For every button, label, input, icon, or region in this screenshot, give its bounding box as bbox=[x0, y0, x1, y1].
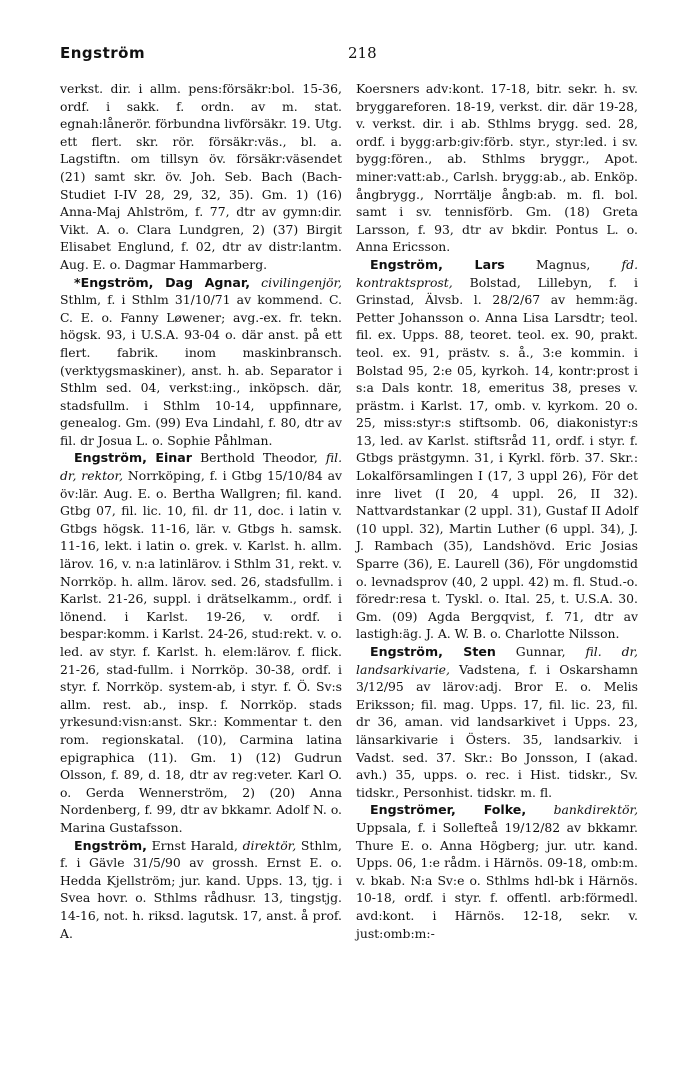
running-head: Engström bbox=[60, 44, 146, 62]
entry-text: Sthlm, f. i Sthlm 31/10/71 av kommend. C. C. E. o. Fanny Løwener; avg.-ex. fr. tekn. högsk. 93, i U.S.A. 93-04 o. där anst. på ett flert. fabrik. inom maskinbransch.(verktygsmaskiner), anst. h. ab. Separator i Sthlm sed. 04, verkst:ing., inköpsch. där, stadsfullm. i Sthlm 10-14, uppfinnare, genealog. Gm. (99) Eva Lindahl, f. 80, dtr av fil. dr Josua L. o. Sophie Påhlman. bbox=[60, 292, 342, 448]
entry-given-names: Ernst Harald, bbox=[146, 837, 238, 853]
entry-dag-agnar-engstrom bbox=[60, 274, 342, 450]
entry-name: Engström, Einar bbox=[74, 450, 192, 466]
entry-name: Engström, bbox=[74, 837, 147, 853]
entry-name: Engström, Sten bbox=[370, 644, 496, 659]
entry-continuation: verkst. dir. i allm. pens:försäkr:bol. 15-36, ordf. i sakk. f. ordn. av m. stat. egnah:lånerör. förbundna livförsäkr. 19. Utg. ett flert. skr. rör. försäkr:väs., bl. a. Lagstiftn. om tillsyn öv. försäkr:väsendet (21) samt skr. öv. Joh. Seb. Bach (Bach-Studiet I-IV 28, 29, 32, 35). Gm. 1) (16) Anna-Maj Ahlström, f. 77, dtr av gymn:dir. Vikt. A. o. Clara Lundgren, 2) (37) Birgit Elisabet Englund, f. 02, dtr av distr:lantm. Aug. E. o. Dagmar Hammarberg. bbox=[60, 81, 342, 272]
entry-title: civilingenjör, bbox=[250, 274, 342, 290]
entry-given-names: Dag Agnar, bbox=[153, 274, 251, 290]
entry-title: fil. dr, rektor, bbox=[60, 450, 343, 484]
entry-text: Bolstad, Lillebyn, f. i Grinstad, Älvsb. l. 28/2/67 av hemm:äg. Petter Johansson o. Anna Lisa Larsdtr; teol. fil. ex. Upps. 88, teoret. teol. ex. 90, prakt. teol. ex. 91, prästv. s. å., 3:e kommin. i Bolstad 95, 2:e 05, kyrkoh. 14, kontr:prost i s:a Dals kontr. 18, emeritus 38, preses v. prästm. i Karlst. 17, omb. v. kyrkom. 20 o. 25, miss:styr:s stiftsomb. 06, diakonistyr:s 13, led. av Karlst. stiftsråd 11, ordf. i styr. f. Gtbgs prästgymn. 31, i Kyrkl. förb. 37. Skr.: Lokalförsamlingen I (17, 3 uppl 26), För det inre livet (I 20, 4 uppl. 26, II 32). Nattvardstankar (2 uppl. 31), Gustaf II Adolf (10 uppl. 32), Martin Luther (6 uppl. 34), J. J. Rambach (35), Landshövd. Eric Josias Sparre (36), E. Laurell (36), För ungdomstid o. levnadsprov (40, 2 uppl. 42) m. fl. Stud.-o. föredr:resa t. Tyskl. o. Ital. 25, t. U.S.A. 30. Gm. (09) Agda Bergqvist, f. 71, dtr av lastigh:äg. J. A. W. B. o. Charlotte Nilsson. bbox=[356, 274, 638, 642]
entry-lars-engstrom bbox=[356, 256, 638, 643]
entry-sten-engstrom bbox=[356, 643, 638, 801]
entry-title: direktör, bbox=[237, 837, 297, 853]
entry-name: Engströmer, Folke, bbox=[370, 802, 527, 818]
entry-einar-engstrom bbox=[60, 449, 342, 836]
entry-harald-engstrom bbox=[60, 837, 342, 943]
entry-given-names: Berthold Theodor, bbox=[192, 450, 318, 466]
page-header bbox=[60, 44, 646, 68]
entry-text: Norrköping, f. i Gtbg 15/10/84 av öv:lär. Aug. E. o. Bertha Wallgren; fil. kand. Gtbg 07, fil. lic. 10, fil. dr 11, doc. i latin v. Gtbgs högsk. 11-16, lär. v. Gtbgs h. samsk. 11-16, lekt. i latin o. grek. v. Karlst. h. allm. lärov. 16, v. n:a latinlärov. i Sthlm 31, rekt. v. Norrköp. h. allm. lärov. sed. 26, stadsfullm. i Karlst. 21-26, suppl. i drätselkamm., ordf. i lönend. i Karlst. 19-26, v. ordf. i bespar:komm. i Karlst. 24-26, stud:rekt. v. o. led. av styr. f. Karlst. h. elem:lärov. f. flick. 21-26, stad-fullm. i Norrköp. 30-38, ordf. i styr. f. Norrköp. system-ab, i styr. f. Ö. Sv:s allm. rest. ab., insp. f. Norrköp. stads yrkesund:visn:anst. Skr.: Kommentar t. den rom. regionskatal. (10), Carmina latina epigraphica (11). Gm. 1) (12) Gudrun Olsson, f. 89, d. 18, dtr av reg:veter. Karl O. o. Gerda Wennerström, 2) (20) Anna Nordenberg, f. 99, dtr av bkkamr. Adolf N. o. Marina Gustafsson. bbox=[60, 468, 342, 835]
entry-title: bankdirektör, bbox=[526, 802, 639, 818]
entry-text: Vadstena, f. i Oskarshamn 3/12/95 av lärov:adj. Bror E. o. Melis Eriksson; fil. mag. Upps. 17, fil. lic. 23, fil. dr 36, aman. vid landsarkivet i Upps. 23, länsarkivarie i Östers. 35, landsarkiv. i Vadst. sed. 37. Skr.: Bo Jonsson, I (akad. avh.) 35, upps. o. rec. i Hist. tidskr., Sv. tidskr., Personhist. tidskr. m. fl. bbox=[356, 661, 638, 800]
entry-text: Uppsala, f. i Sollefteå 19/12/82 av bkkamr. Thure E. o. Anna Högberg; jur. utr. kand. Upps. 06, 1:e rådm. i Härnös. 09-18, omb:m. v. bkab. N:a Sv:e o. Sthlms hdl-bk i Härnös. 10-18, ordf. i styr. f. offentl. arb:förmedl. avd:kont. i Härnös. 12-18, sekr. v. just:omb:m:- bbox=[356, 819, 638, 941]
right-column bbox=[356, 80, 638, 942]
left-column bbox=[60, 80, 342, 942]
entry-name: *Engström, bbox=[74, 274, 154, 290]
entry-folke-engstromer bbox=[356, 801, 638, 942]
entry-given-names: Magnus, bbox=[504, 256, 591, 272]
entry-text: Sthlm, f. i Gävle 31/5/90 av grossh. Ernst E. o. Hedda Kjellström; jur. kand. Upps. 13, tjg. i Svea hovr. o. Sthlms rådhusr. 13, tingstjg. 14-16, not. h. riksd. lagutsk. 17, anst. å prof. A. bbox=[60, 837, 342, 941]
entry-name: Engström, Lars bbox=[370, 256, 505, 272]
entry-continuation: Koersners adv:kont. 17-18, bitr. sekr. h. sv. bryggareforen. 18-19, verkst. dir. där 19-28, v. verkst. dir. i ab. Sthlms brygg. sed. 28, ordf. i bygg:arb:giv:förb. styr., styr:led. i sv. bygg:fören., ab. Sthlms bryggr., Apot. miner:vatt:ab., Carlsh. brygg:ab., ab. Enköp. ångbrygg., Norrtälje ångb:ab. m. fl. bol. samt i sv. tennisförb. Gm. (18) Greta Larsson, f. 93, dtr av bkdir. Pontus L. o. Anna Ericsson. bbox=[356, 81, 638, 255]
entry-title: fd. kontraktsprost, bbox=[356, 256, 639, 290]
entry-given-names: Gunnar, bbox=[495, 644, 566, 659]
entry-title: fil. dr, landsarkivarie, bbox=[356, 644, 638, 677]
page-number: 218 bbox=[348, 44, 377, 62]
